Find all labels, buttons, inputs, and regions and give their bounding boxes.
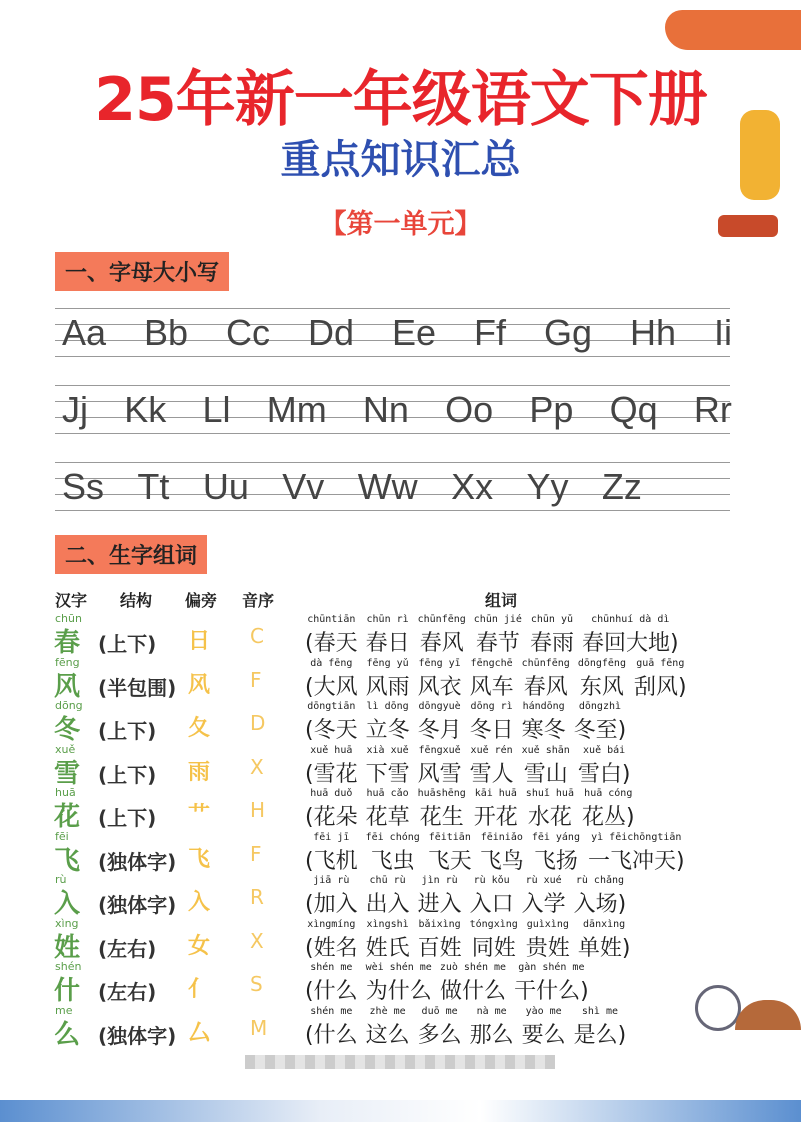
- letter-pair: Pp: [529, 389, 574, 430]
- letter-pair: Hh: [629, 312, 677, 353]
- radical: 夂: [188, 716, 211, 741]
- word-pinyin: huāshēng: [417, 788, 466, 799]
- structure: (上下): [98, 806, 157, 830]
- word-list: [305, 962, 589, 1005]
- word-pinyin: shén me: [310, 1005, 353, 1017]
- word-pinyin: jìn rù: [421, 875, 458, 886]
- word-text: 东风: [579, 674, 624, 700]
- page-title: 25年新一年级语文下册: [94, 65, 707, 135]
- hanzi: 春: [54, 628, 81, 658]
- word: [305, 658, 358, 701]
- header-char: 汉字: [55, 591, 88, 610]
- word-pinyin: huā cóng: [584, 788, 633, 799]
- word-pinyin: fēi yáng: [531, 831, 580, 843]
- word-list: [305, 832, 685, 875]
- page-subtitle: 重点知识汇总: [280, 137, 521, 183]
- word: [418, 875, 462, 918]
- word-text: 水花: [527, 805, 572, 830]
- phonetic-order: X: [250, 928, 264, 953]
- word: [366, 919, 410, 962]
- char-pinyin: dōng: [55, 699, 83, 712]
- word-text: 多么: [417, 1022, 462, 1048]
- word-list: [305, 701, 626, 744]
- word: [366, 832, 420, 875]
- word-pinyin: lì dōng: [366, 701, 409, 712]
- word-text: 春日: [365, 631, 410, 656]
- hanzi: 花: [54, 802, 81, 832]
- phonetic-order: F: [250, 841, 262, 866]
- word-pinyin: chūnhuí dà dì: [591, 614, 670, 625]
- word: [470, 658, 514, 701]
- letter-pair: Xx: [451, 466, 494, 507]
- radical: 艹: [188, 803, 211, 828]
- table-row: [0, 830, 801, 874]
- structure: (上下): [98, 632, 157, 656]
- word-pinyin: bǎixìng: [418, 918, 461, 930]
- word: [574, 701, 627, 744]
- word-text: 飞鸟: [479, 848, 524, 874]
- word-pinyin: chū rù: [369, 875, 406, 886]
- word-text: 飞虫: [370, 848, 415, 874]
- unit-heading: 【第一单元】: [319, 209, 482, 240]
- letter-pair: Mm: [266, 389, 327, 430]
- hanzi: 什: [54, 976, 81, 1006]
- bear-net-illustration: [695, 985, 741, 1031]
- letter-pair: Gg: [543, 312, 593, 353]
- blurred-watermark: [245, 1055, 555, 1069]
- letter-row: [62, 389, 732, 431]
- word: [418, 919, 462, 962]
- char-pinyin: chūn: [55, 612, 82, 625]
- word: [522, 658, 570, 701]
- word: [305, 788, 358, 831]
- radical: 亻: [188, 977, 211, 1002]
- letter-pair: Ll: [202, 389, 231, 430]
- word-text: 春雨: [529, 631, 574, 656]
- swing-seat-illustration: [718, 215, 778, 237]
- word: [366, 788, 410, 831]
- word-pinyin: shén me: [310, 962, 353, 973]
- word: [366, 962, 432, 1005]
- word: [578, 745, 631, 788]
- word-text: 立冬: [365, 718, 410, 743]
- radical: 雨: [188, 759, 211, 785]
- word: [522, 875, 566, 918]
- radical: 飞: [188, 846, 211, 872]
- word: [526, 919, 570, 962]
- phonetic-order: D: [250, 711, 266, 735]
- word-pinyin: fēi chóng: [365, 831, 420, 843]
- word-text: (春天: [305, 631, 358, 656]
- word: [582, 614, 679, 657]
- word: [305, 832, 358, 875]
- word-text: 花丛): [581, 805, 635, 830]
- word: [480, 832, 524, 875]
- word-pinyin: chūn yǔ: [530, 614, 574, 625]
- radical: 女: [188, 933, 211, 959]
- word-text: 冬至): [573, 718, 627, 743]
- word-list: [305, 875, 626, 918]
- word-text: (什么: [305, 1022, 358, 1048]
- word-pinyin: xuě shān: [521, 744, 570, 756]
- word: [440, 962, 506, 1005]
- word: [418, 1006, 462, 1049]
- word-text: 百姓: [417, 935, 462, 961]
- word-pinyin: zhè me: [369, 1005, 406, 1017]
- word-pinyin: kāi huā: [474, 788, 517, 799]
- word-pinyin: dà fēng: [310, 657, 353, 669]
- word-text: 为什么: [365, 979, 432, 1004]
- word-pinyin: fēng yǔ: [366, 657, 409, 669]
- word-text: 风雪: [417, 761, 462, 787]
- word: [522, 1006, 566, 1049]
- word-pinyin: duō me: [421, 1005, 458, 1017]
- structure: (独体字): [98, 849, 177, 874]
- letter-pair: Dd: [308, 312, 355, 353]
- radical: 入: [188, 890, 211, 915]
- word: [305, 962, 358, 1005]
- vocab-table: [0, 612, 801, 1050]
- word-pinyin: zuò shén me: [439, 962, 507, 973]
- letter-pair: Ww: [357, 466, 418, 507]
- section-words-heading: 二、生字组词: [55, 535, 207, 574]
- phonetic-order: M: [250, 1015, 268, 1040]
- word-text: 雪人: [469, 761, 514, 787]
- letter-pair: Ee: [392, 312, 437, 353]
- word-pinyin: shuǐ huā: [525, 788, 574, 799]
- word-text: 贵姓: [525, 935, 570, 961]
- word-text: 飞天: [427, 848, 472, 874]
- word: [366, 875, 410, 918]
- letter-row: [62, 312, 732, 354]
- word-pinyin: fēiniǎo: [480, 831, 523, 843]
- structure: (左右): [98, 936, 157, 961]
- table-row: [0, 917, 801, 961]
- word: [474, 788, 518, 831]
- char-pinyin: me: [55, 1003, 73, 1017]
- word: [366, 614, 410, 657]
- header-words: 组词: [485, 591, 518, 610]
- word-text: 春节: [475, 631, 520, 656]
- word-pinyin: fēitiān: [428, 831, 471, 843]
- letter-pair: Cc: [226, 312, 271, 353]
- word-list: [305, 614, 679, 657]
- word-text: 单姓): [577, 935, 631, 961]
- word-text: 姓氏: [365, 935, 410, 961]
- word-text: 干什么): [514, 979, 589, 1004]
- phonetic-order: H: [250, 798, 266, 822]
- word-text: 冬日: [469, 718, 514, 743]
- word-text: 花生: [419, 805, 464, 830]
- phonetic-order: X: [250, 754, 264, 779]
- letter-pair: Ii: [713, 312, 732, 353]
- word-text: 是么): [573, 1022, 627, 1048]
- word-text: (花朵: [305, 805, 358, 830]
- word-text: 雪山: [523, 761, 568, 787]
- word-pinyin: jiā rù: [313, 875, 350, 886]
- header-structure: 结构: [120, 591, 153, 610]
- hanzi: 么: [54, 1019, 81, 1050]
- char-pinyin: fēng: [55, 655, 80, 669]
- word-text: 一飞冲天): [587, 848, 685, 874]
- letter-pair: Jj: [62, 389, 88, 430]
- table-row: [0, 1004, 801, 1048]
- word: [526, 788, 574, 831]
- giraffe-illustration: [740, 110, 780, 200]
- phonetic-order: R: [250, 885, 264, 909]
- word-pinyin: nà me: [476, 1005, 507, 1017]
- word-pinyin: tóngxìng: [469, 918, 518, 930]
- radical: 日: [188, 629, 211, 654]
- word-pinyin: shì me: [581, 1005, 619, 1017]
- word-text: 开花: [473, 805, 518, 830]
- word: [578, 658, 626, 701]
- table-row: [0, 656, 801, 700]
- word-text: (飞机: [305, 848, 358, 874]
- word-pinyin: fēng yī: [418, 657, 461, 669]
- letter-row: [62, 466, 642, 508]
- word-text: 入场): [573, 892, 627, 917]
- word-text: 入口: [469, 892, 514, 917]
- structure: (半包围): [98, 675, 177, 700]
- word-pinyin: dānxìng: [583, 918, 626, 930]
- word: [470, 745, 514, 788]
- word-text: 雪白): [577, 761, 631, 787]
- word-pinyin: dōngtiān: [307, 701, 356, 712]
- word-text: 春风: [523, 674, 568, 700]
- word: [305, 875, 358, 918]
- word-pinyin: chūnfēng: [417, 614, 466, 625]
- word-pinyin: rù kǒu: [473, 875, 510, 886]
- table-row: [0, 743, 801, 787]
- word-text: (雪花: [305, 761, 358, 787]
- word-text: 冬月: [417, 718, 462, 743]
- table-row: [0, 786, 801, 830]
- letter-pair: Oo: [445, 389, 494, 430]
- structure: (独体字): [98, 893, 177, 917]
- char-pinyin: rù: [55, 873, 67, 886]
- word-pinyin: rù chǎng: [575, 875, 625, 886]
- bottom-decoration: [0, 1100, 801, 1122]
- word-text: 这么: [365, 1022, 410, 1048]
- word: [418, 614, 466, 657]
- word-pinyin: dōngyuè: [418, 701, 461, 712]
- hanzi: 入: [54, 889, 81, 919]
- word-pinyin: yào me: [525, 1005, 562, 1017]
- word-text: 同姓: [471, 935, 516, 961]
- word-pinyin: huā cǎo: [366, 788, 409, 799]
- word-pinyin: fēi jī: [313, 831, 350, 843]
- word-pinyin: fēngxuě: [418, 744, 461, 756]
- word-pinyin: hándōng: [522, 701, 565, 712]
- letter-pair: Bb: [144, 312, 189, 353]
- word: [574, 875, 627, 918]
- word-text: (什么: [305, 979, 358, 1004]
- letter-pair: Qq: [609, 389, 658, 430]
- phonetic-order: C: [250, 624, 264, 648]
- word: [522, 701, 566, 744]
- word: [470, 919, 518, 962]
- word-text: (加入: [305, 892, 358, 917]
- word: [578, 919, 631, 962]
- radical: 厶: [188, 1020, 211, 1046]
- hanzi: 姓: [54, 932, 81, 963]
- radical: 风: [188, 672, 211, 698]
- word-text: 寒冬: [521, 718, 566, 743]
- char-pinyin: xuě: [55, 742, 76, 756]
- word: [474, 614, 522, 657]
- structure: (上下): [98, 719, 157, 743]
- word: [582, 788, 635, 831]
- word-text: 风雨: [365, 674, 410, 700]
- word: [305, 614, 358, 657]
- word: [522, 745, 570, 788]
- word-pinyin: dōng rì: [470, 701, 513, 712]
- word-pinyin: xìngmíng: [307, 918, 356, 930]
- phonetic-order: F: [250, 667, 262, 692]
- word-pinyin: xuě huā: [310, 744, 353, 756]
- word: [634, 658, 687, 701]
- header-order: 音序: [242, 591, 275, 610]
- word-text: 春风: [419, 631, 464, 656]
- word-list: [305, 919, 630, 962]
- phonetic-order: S: [250, 972, 263, 996]
- char-pinyin: huā: [55, 786, 76, 799]
- word-text: 做什么: [439, 979, 506, 1004]
- letter-pair: Nn: [362, 389, 409, 430]
- char-pinyin: fēi: [55, 829, 69, 843]
- word-pinyin: chūn rì: [366, 614, 409, 625]
- table-row: [0, 873, 801, 917]
- word-pinyin: chūn jié: [473, 614, 522, 625]
- letter-pair: Aa: [62, 312, 107, 353]
- letter-pair: Rr: [693, 389, 732, 430]
- word: [418, 788, 466, 831]
- hanzi: 冬: [54, 715, 81, 745]
- word-text: 下雪: [365, 761, 410, 787]
- structure: (左右): [98, 980, 157, 1004]
- word: [418, 701, 462, 744]
- letter-pair: Vv: [282, 466, 325, 507]
- word-pinyin: dōngfēng: [577, 657, 626, 669]
- word: [366, 701, 410, 744]
- word: [366, 1006, 410, 1049]
- word-pinyin: guā fēng: [636, 657, 685, 669]
- word: [366, 658, 410, 701]
- word-pinyin: rù xué: [525, 875, 562, 886]
- letter-pair: Kk: [124, 389, 167, 430]
- word: [366, 745, 410, 788]
- letter-pair: Zz: [601, 466, 642, 507]
- word-list: [305, 745, 630, 788]
- letter-pair: Ff: [474, 312, 507, 353]
- table-row: [0, 960, 801, 1004]
- structure: (上下): [98, 762, 157, 787]
- word-pinyin: dōngzhì: [578, 701, 622, 712]
- word: [305, 745, 358, 788]
- word-text: 要么: [521, 1022, 566, 1048]
- word: [428, 832, 472, 875]
- word-pinyin: xuě bái: [583, 744, 626, 756]
- char-pinyin: xìng: [55, 916, 79, 930]
- word-text: 进入: [417, 892, 462, 917]
- hanzi: 飞: [54, 845, 81, 876]
- word-text: (姓名: [305, 935, 358, 961]
- letter-pair: Uu: [202, 466, 249, 507]
- word-text: 风衣: [417, 674, 462, 700]
- word-text: (冬天: [305, 718, 358, 743]
- word: [470, 1006, 514, 1049]
- word-pinyin: huā duǒ: [310, 788, 353, 799]
- hanzi: 雪: [54, 758, 81, 789]
- word-text: 飞扬: [533, 848, 578, 874]
- char-pinyin: shén: [55, 960, 82, 973]
- word-pinyin: yì fēichōngtiān: [591, 831, 682, 843]
- word-pinyin: xià xuě: [366, 744, 409, 756]
- word-list: [305, 1006, 626, 1049]
- word-pinyin: xìngshì: [366, 918, 409, 930]
- word: [305, 1006, 358, 1049]
- word: [574, 1006, 627, 1049]
- letter-pair: Tt: [137, 466, 170, 507]
- word-pinyin: chūnfēng: [521, 657, 570, 669]
- word-text: 花草: [365, 805, 410, 830]
- header-radical: 偏旁: [185, 591, 218, 610]
- word-text: 出入: [365, 892, 410, 917]
- word: [418, 745, 462, 788]
- word-pinyin: xuě rén: [470, 744, 513, 756]
- word: [305, 701, 358, 744]
- letter-pair: Yy: [526, 466, 569, 507]
- word-text: 风车: [469, 674, 514, 700]
- word: [514, 962, 589, 1005]
- word-pinyin: gàn shén me: [518, 962, 585, 973]
- word-pinyin: chūntiān: [307, 614, 356, 625]
- word: [588, 832, 685, 875]
- tree-swing-illustration: [665, 10, 801, 50]
- table-row: [0, 699, 801, 743]
- word-list: [305, 788, 635, 831]
- word: [532, 832, 580, 875]
- word-text: 刮风): [633, 674, 687, 700]
- word-pinyin: fēngchē: [470, 657, 513, 669]
- table-row: [0, 612, 801, 656]
- word-text: 那么: [469, 1022, 514, 1048]
- hanzi: 风: [54, 671, 81, 702]
- word: [418, 658, 462, 701]
- structure: (独体字): [98, 1023, 177, 1048]
- word: [470, 875, 514, 918]
- letter-pair: Ss: [62, 466, 105, 507]
- word-pinyin: wèi shén me: [365, 962, 432, 973]
- word-text: 春回大地): [581, 631, 679, 656]
- word: [470, 701, 514, 744]
- word: [305, 919, 358, 962]
- word-text: 入学: [521, 892, 566, 917]
- word-pinyin: guìxìng: [526, 918, 569, 930]
- section-letters-heading: 一、字母大小写: [55, 252, 229, 291]
- word-list: [305, 658, 687, 701]
- word-text: (大风: [305, 674, 358, 700]
- word: [530, 614, 574, 657]
